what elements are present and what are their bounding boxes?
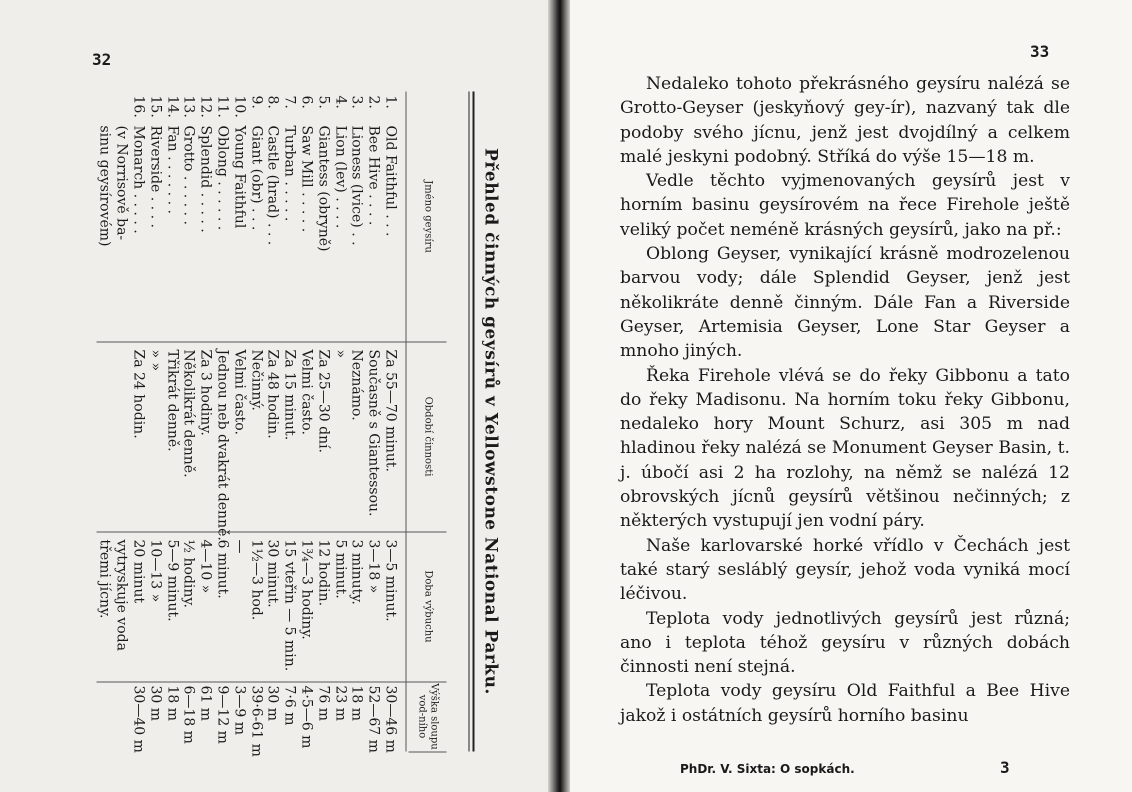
geyser-name: Oblong . . . . . .	[214, 125, 231, 231]
table-top-rule-thin	[469, 92, 470, 752]
paragraph: Oblong Geyser, vynikající krásně modrozelenou barvou vody; dále Splendid Geyser, jenž jest několikráte denně činným. Dále Fan a Riverside Geyser, Artemisia Geyser, Lone Star Geyser a mnoho jiných.	[620, 244, 1070, 362]
row-number: 6.	[298, 95, 315, 109]
eruption-duration: —	[231, 539, 248, 554]
geyser-table	[96, 92, 501, 757]
body-text	[620, 72, 1070, 728]
activity-period: Velmi často.	[231, 349, 248, 435]
activity-period: Neznámo.	[348, 349, 365, 421]
eruption-duration: 1½—3 hod.	[248, 539, 265, 621]
activity-period: Za 25—30 dní.	[315, 349, 332, 454]
activity-period: Za 24 hodin.	[130, 349, 147, 439]
row-number: 5.	[315, 95, 332, 109]
activity-period: Současně s Giantessou.	[365, 349, 382, 517]
column-height: 23 m	[332, 685, 349, 722]
activity-period: Za 15 minut.	[281, 349, 298, 441]
eruption-duration: vytryskuje voda	[113, 539, 130, 651]
activity-period: Třikrát denně.	[164, 349, 181, 452]
eruption-duration: 1¾—3 hodiny.	[298, 539, 315, 640]
eruption-duration: 4—10 »	[197, 539, 214, 594]
paragraph: Nedaleko tohoto překrásného geysíru nalézá se Grotto-Geyser (jeskyňový gey-ír), nazvaný tak dle podoby svého jícnu, jenž jest dvojdílný a celkem malé jeskyni podobný. Stříká do výše 15—18 m.	[620, 74, 1070, 167]
activity-period: Za 3 hodiny.	[197, 349, 214, 436]
row-number: 9.	[248, 95, 265, 109]
row-number: 11.	[214, 95, 231, 118]
row-number: 1.	[382, 95, 399, 109]
activity-period: Velmi často.	[298, 349, 315, 435]
column-height: 52—67 m	[365, 685, 382, 753]
activity-period: Za 48 hodin.	[264, 349, 281, 439]
column-height: 30 m	[147, 685, 164, 722]
geyser-name: Splendid . . . . .	[197, 125, 214, 233]
eruption-duration: 3 minuty.	[348, 539, 365, 605]
paragraph: Teplota vody geysíru Old Faithful a Bee Hive jakož i ostátních geysírů horního basinu	[620, 681, 1070, 726]
column-height: 30—46 m	[382, 685, 399, 753]
paragraph: Řeka Firehole vlévá se do řeky Gibbonu a tato do řeky Madisonu. Na horním toku řeky Gibbonu, nedaleko hory Mount Schurz, asi 305 m nad hladinou řeky nalézá se Monument Geyser Basin, t. j. úbočí asi 2 ha rozlohy, na němž se nalézá 12 obrovských jícnů geysírů většinou nečinných; z některých vystupují jen vodní páry.	[620, 365, 1070, 532]
geyser-name: sinu geysírovém)	[96, 125, 113, 247]
row-number: 12.	[197, 95, 214, 118]
activity-period: »	[332, 349, 349, 359]
geyser-name: Riverside . . . .	[147, 125, 164, 228]
header-height: Výška sloupu vod-ního	[409, 682, 447, 753]
column-height: 30 m	[264, 685, 281, 722]
geyser-name: Lion (lev) . . . .	[332, 125, 349, 229]
eruption-duration: 3—18 »	[365, 539, 382, 594]
activity-period: Za 55—70 minut.	[382, 349, 399, 472]
geyser-name: Grotto . . . . . .	[180, 125, 197, 225]
header-duration: Doba výbuchu	[409, 532, 447, 683]
geyser-name: Old Faithful . . .	[382, 125, 399, 237]
geyser-name: Giant (obr) . . .	[248, 125, 265, 231]
paragraph: Naše karlovarské horké vřídlo v Čechách jest také starý sesláblý geysír, jehož voda vyniká mocí léčivou.	[620, 535, 1070, 605]
row-number: 13.	[180, 95, 197, 118]
left-page-number: 32	[92, 50, 112, 69]
column-height: 30—40 m	[130, 685, 147, 753]
row-number: 3.	[348, 95, 365, 109]
geyser-name: Turban . . . . .	[281, 125, 298, 222]
eruption-duration: 3—5 minut.	[382, 539, 399, 622]
column-height: 18 m	[348, 685, 365, 722]
geyser-name: Bee Hive . . . .	[365, 125, 382, 226]
column-height: 9—12 m	[214, 685, 231, 744]
geyser-name: Monarch . . . . .	[130, 125, 147, 234]
geyser-name: Fan . . . . . . .	[164, 125, 181, 214]
row-number: 14.	[164, 95, 181, 118]
activity-period: » »	[147, 349, 164, 372]
paragraph: Vedle těchto vyjmenovaných geysírů jest v horním basinu geysírovém na řece Firehole ještě veliký počet neméně krásných geysírů, jako na př.:	[620, 171, 1070, 240]
column-height: 76 m	[315, 685, 332, 722]
activity-period: Nečinný.	[248, 349, 265, 411]
table-top-rule	[473, 92, 475, 752]
column-height: 39·6-61 m	[248, 685, 265, 757]
eruption-duration: 6 minut.	[214, 539, 231, 599]
header-rule	[406, 92, 407, 752]
geyser-name: Young Faithful	[231, 125, 248, 229]
row-number: 16.	[130, 95, 147, 118]
eruption-duration: třemi jícny.	[96, 539, 113, 619]
column-height: 7·6 m	[281, 685, 298, 726]
row-number: 4.	[332, 95, 349, 109]
geyser-name: Giantess (obryně)	[315, 125, 332, 252]
column-height: 61 m	[197, 685, 214, 722]
eruption-duration: ½ hodiny.	[180, 539, 197, 608]
eruption-duration: 10—13 »	[147, 539, 164, 603]
activity-period: Jednou neb dvakrát denně.	[214, 349, 231, 541]
column-height: 4·5—6 m	[298, 685, 315, 749]
header-period: Období činnosti	[409, 342, 447, 533]
eruption-duration: 5—9 minut.	[164, 539, 181, 622]
eruption-duration: 5 minut.	[332, 539, 349, 599]
eruption-duration: 15 vteřin — 5 min.	[281, 539, 298, 672]
geyser-name: Lioness (lvice) . .	[348, 125, 365, 246]
row-number: 7.	[281, 95, 298, 109]
right-page-number: 33	[1030, 42, 1050, 61]
table-title: Přehled činných geysírů v Yellowstone National Parku.	[480, 148, 501, 695]
book-gutter	[548, 0, 570, 792]
geyser-name: (v Norrisově ba-	[113, 125, 130, 241]
column-height: 3—9 m	[231, 685, 248, 736]
eruption-duration: 30 minut.	[264, 539, 281, 608]
footer-author: PhDr. V. Sixta: O sopkách.	[680, 762, 855, 776]
column-height: 6—18 m	[180, 685, 197, 744]
activity-period: Několikrát denně.	[180, 349, 197, 478]
row-number: 8.	[264, 95, 281, 109]
column-rule	[97, 682, 447, 683]
paragraph: Teplota vody jednotlivých geysírů jest různá; ano i teplota téhož geysíru v různých dobách činnosti není stejná.	[620, 608, 1070, 678]
header-name: Jméno geysíru	[409, 92, 447, 343]
eruption-duration: 12 hodin.	[315, 539, 332, 607]
row-number: 15.	[147, 95, 164, 118]
geyser-name: Castle (hrad) . . .	[264, 125, 281, 246]
row-number: 2.	[365, 95, 382, 109]
row-number: 10.	[231, 95, 248, 118]
column-rule	[97, 342, 447, 343]
signature-mark: 3	[1000, 758, 1010, 777]
column-rule	[97, 532, 447, 533]
eruption-duration: 20 minut	[130, 539, 147, 604]
geyser-name: Saw Mill . . . . .	[298, 125, 315, 233]
column-height: 18 m	[164, 685, 181, 722]
